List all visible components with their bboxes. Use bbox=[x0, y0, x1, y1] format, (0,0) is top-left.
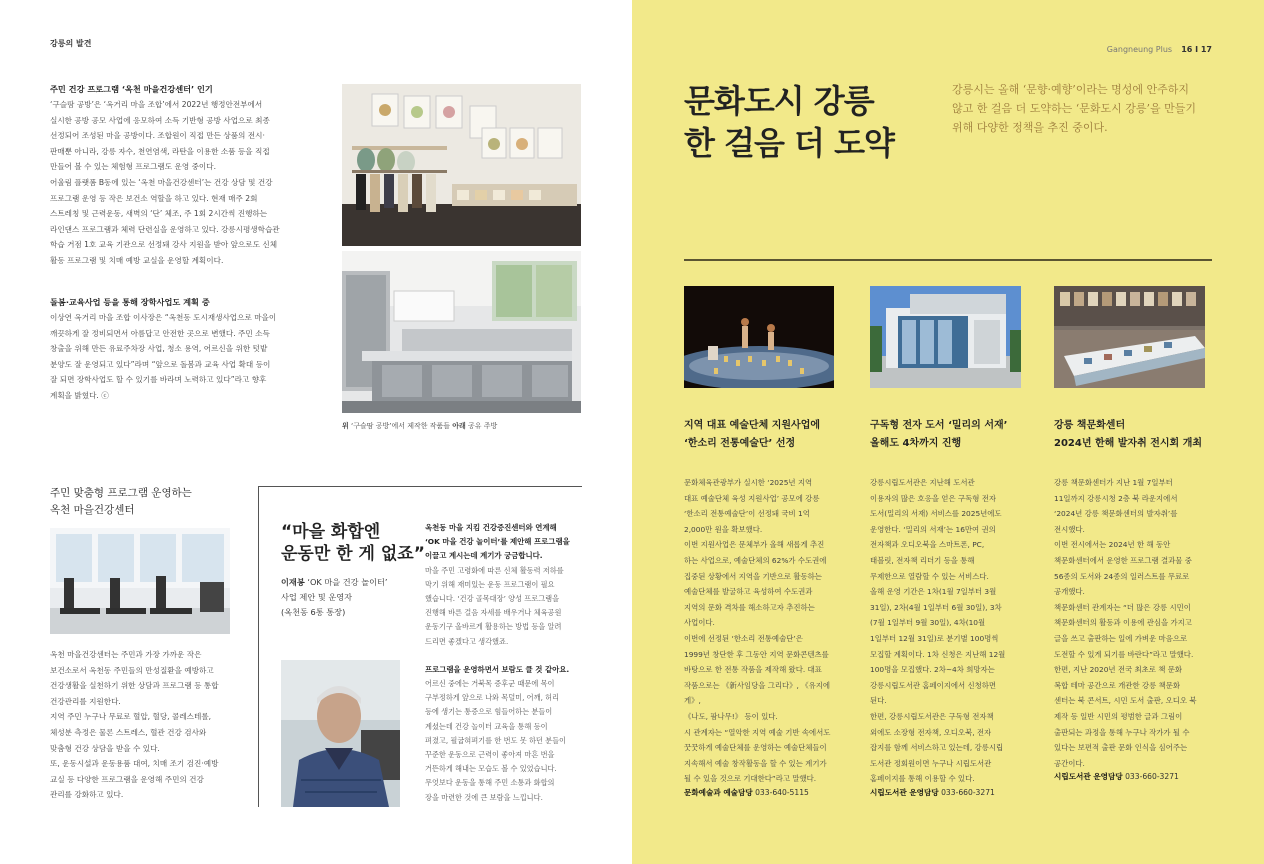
book-exhibition-photo bbox=[1054, 286, 1205, 388]
section-header: 강릉의 발견 bbox=[50, 39, 92, 48]
contact-dept: 시립도서관 운영담당 bbox=[1054, 772, 1123, 782]
brand-label: Gangneung Plus bbox=[1106, 45, 1173, 54]
column-body: 문화체육관광부가 실시한 ‘2025년 지역 대표 예술단체 육성 지원사업’ 공모에 강릉 ‘한소리 전통예술단’이 선정돼 국비 1억 2,000만 원을 확보했다. 이번 지원사업은 문체부가 올해 새롭게 추진 하는 사업으로, 예술단체의 62%가 수도권에 집중된 상황에서 지역을 기반으로 활동하는 예술단체를 발굴하고 육성하여 수도권과 지역의 문화 격차를 해소하고자 추진하는 사업이다. 이번에 선정된 ‘한소리 전통예술단’은 1999년 창단한 후 그동안 지역 문화콘텐츠를 바탕으로 한 전통 작품을 제작해 왔다. 대표 작품으로는 《新사임당을 그리다》, 《유지에게》, 《나도, 팜나무!》 등이 있다. 시 관계자는 “열악한 지역 예술 기반 속에서도 꿋꿋하게 예술단체를 운영하는 예술단체들이 지속해서 예술 창작활동을 할 수 있는 계기가 될 수 있을 것으로 기대한다”라고 말했다. bbox=[684, 478, 831, 784]
page-numbers: 16 I 17 bbox=[1181, 45, 1212, 54]
interviewee-role: ‘OK 마을 건강 놀이터’ 사업 제안 및 운영자 (옥천동 6통 통장) bbox=[281, 577, 388, 617]
column-contact bbox=[870, 787, 1030, 798]
contact-phone: 033-640-5115 bbox=[752, 787, 809, 797]
caption-top-label: 위 bbox=[342, 422, 349, 430]
news-column-1 bbox=[684, 417, 844, 798]
news-column-3 bbox=[1054, 417, 1219, 782]
column-title: 강릉 책문화센터 2024년 한해 발자취 전시회 개최 bbox=[1054, 420, 1203, 449]
workshop-crafts-photo bbox=[342, 84, 581, 246]
section-body: 이상연 옥거리 마을 조합 이사장은 “옥천동 도시재생사업으로 마을이 깨끗하게 잘 정비되면서 아름답고 안전한 곳으로 변했다. 주민 소득 창출을 위해 만든 유료주차장 사업, 청소 용역, 어르신을 위한 텃밭 분양도 잘 운영되고 있다”라며 “앞으로 돌봄과 교육 사업 확대 등이 잘 되면 장학사업도 할 수 있기를 바라며 노력하고 있다”라고 향후 계획을 밝혔다. ⓒ bbox=[50, 313, 277, 400]
interview-answer-1: 마을 주민 고령화에 따른 신체 활동력 저하를 막기 위해 재미있는 운동 프로그램이 필요 했습니다. ‘건강 골목대장’ 양성 프로그램을 진행해 바른 걸음 자세를 배우거나 체육공원 운동기구 올바르게 활용하는 방법 등을 알려 드리면 좋겠다고 생각했죠. bbox=[425, 565, 564, 646]
right-page bbox=[632, 0, 1264, 864]
gym-photo bbox=[50, 528, 230, 634]
interviewee-info bbox=[281, 575, 421, 620]
section-heading: 주민 건강 프로그램 ‘옥천 마을건강센터’ 인기 bbox=[50, 84, 213, 94]
interview-quote: “마을 화합엔 운동만 한 게 없죠” bbox=[281, 522, 425, 564]
section-heading: 돌봄·교육사업 등을 통해 장학사업도 계획 중 bbox=[50, 297, 210, 307]
contact-dept: 시립도서관 운영담당 bbox=[870, 787, 939, 797]
library-building-photo bbox=[870, 286, 1021, 388]
interview-question-1: 옥천동 마을 지킴 건강증진센터와 연계해 ‘OK 마을 건강 놀이터’를 제안해 프로그램을 이끌고 계시는데 계기가 궁금합니다. bbox=[425, 523, 570, 561]
interviewee-portrait-photo bbox=[281, 660, 400, 807]
article-section-2 bbox=[50, 295, 330, 404]
caption-bottom-text: 공유 주방 bbox=[465, 422, 498, 430]
interview-qa bbox=[425, 521, 575, 805]
feature-lead: 강릉시는 올해 ‘문향·예향’이라는 명성에 안주하지 않고 한 걸음 더 도약하는 ‘문화도시 강릉’을 만들기 위해 다양한 정책을 추진 중이다. bbox=[952, 83, 1196, 134]
column-contact bbox=[1054, 771, 1219, 782]
contact-phone: 033-660-3271 bbox=[1122, 772, 1179, 782]
column-contact bbox=[684, 787, 844, 798]
photo-caption bbox=[342, 421, 497, 431]
interview-answer-2: 어르신 중에는 거북목 증후군 때문에 목이 구부정하게 앞으로 나와 목덜미, 어깨, 허리 등에 생기는 통증으로 힘들어하는 분들이 계셨는데 건강 놀이터 교육을 통해 등이 펴졌고, 필굽혀펴기를 한 번도 못 하던 분들이 꾸준한 운동으로 근력이 좋아져 마흔 번을 거뜬하게 해내는 모습도 볼 수 있었습니다. 무엇보다 운동을 통해 주민 소통과 화합의 장을 마련한 것에 큰 보람을 느낍니다. bbox=[425, 679, 566, 802]
feature-title: 문화도시 강릉 한 걸음 더 도약 bbox=[684, 82, 894, 162]
news-column-2 bbox=[870, 417, 1030, 798]
column-body: 강릉시립도서관은 지난해 도서관 이용자의 많은 호응을 얻은 구독형 전자 도서(밀리의 서재) 서비스를 2025년에도 운영한다. ‘밀리의 서재’는 16만여 권의 전자책과 오디오북을 스마트폰, PC, 태블릿, 전자책 리더기 등을 통해 무제한으로 열람할 수 있는 서비스다. 올해 운영 기간은 1차(1월 7일부터 3월 31일), 2차(4월 1일부터 6월 30일), 3차 (7월 1일부터 9월 30일), 4차(10월 1일부터 12월 31일)로 분기별 100명씩 모집할 계획이다. 1차 신청은 지난해 12월 100명을 모집했다. 2차~4차 희망자는 강릉시립도서관 홈페이지에서 신청하면 된다. 한편, 강릉시립도서관은 구독형 전자책 외에도 소장형 전자책, 오디오북, 전자 잡지를 함께 서비스하고 있는데, 강릉시립 도서관 정회원이면 누구나 시립도서관 홈페이지를 통해 이용할 수 있다. bbox=[870, 478, 1006, 784]
performance-photo bbox=[684, 286, 834, 388]
page-header bbox=[1107, 37, 1212, 56]
health-center-body: 옥천 마을건강센터는 주민과 가장 가까운 작은 보건소로서 옥천동 주민들의 만성질환을 예방하고 건강생활을 실천하기 위한 상담과 프로그램 등 통합 건강관리를 지원한다. 지역 주민 누구나 무료로 혈압, 혈당, 콜레스테롤, 체성분 측정은 물론 스트레스, 혈관 건강 검사와 맞춤형 건강 상담을 받을 수 있다. 또, 운동시설과 운동용품 대여, 치매 조기 검진·예방 교실 등 다양한 프로그램을 운영해 주민의 건강 관리를 강화하고 있다. bbox=[50, 650, 219, 800]
divider-line bbox=[684, 259, 1212, 261]
shared-kitchen-photo bbox=[342, 251, 581, 413]
caption-top-text: ‘구슬땀 공방’에서 제작한 작품들 bbox=[348, 422, 453, 430]
section-body: ‘구슬땀 공방’은 ‘옥거리 마을 조합’에서 2022년 행정안전부에서 실시한 공방 공모 사업에 응모하여 소득 기반형 공방 사업으로 최종 선정되어 조성된 마을 공방이다. 조합원이 직접 만든 상품의 전시· 판매뿐 아니라, 강릉 자수, 천연염색, 라탄을 이용한 소품 등을 직접 만들어 볼 수 있는 체험형 프로그램도 운영 중이다. 어울림 플랫폼 B동에 있는 ‘옥천 마을건강센터’는 건강 상담 및 건강 프로그램 운영 등 작은 보건소 역할을 하고 있다. 현재 매주 2회 스트레칭 및 근력운동, 새벽의 ‘단’ 체조, 주 1회 2시간씩 진행하는 라인댄스 프로그램과 체력 단련실을 운영하고 있다. 강릉시평생학습관 학습 거점 1호 교육 기관으로 선정돼 강사 지원을 받아 앞으로도 신체 활동 프로그램 및 치매 예방 교실을 운영할 계획이다. bbox=[50, 100, 280, 265]
caption-bottom-label: 아래 bbox=[452, 422, 466, 430]
interviewee-name: 이재봉 bbox=[281, 577, 305, 587]
contact-phone: 033-660-3271 bbox=[938, 787, 995, 797]
interview-question-2: 프로그램을 운영하면서 보람도 클 것 같아요. bbox=[425, 664, 570, 674]
article-section-1 bbox=[50, 82, 330, 269]
column-title: 지역 대표 예술단체 지원사업에 ‘한소리 전통예술단’ 선정 bbox=[684, 420, 821, 449]
contact-dept: 문화예술과 예술담당 bbox=[684, 787, 753, 797]
column-title: 구독형 전자 도서 ‘밀리의 서재’ 올해도 4차까지 진행 bbox=[870, 420, 1008, 449]
health-center-heading: 주민 맞춤형 프로그램 운영하는 옥천 마을건강센터 bbox=[50, 487, 192, 516]
column-body: 강릉 책문화센터가 지난 1월 7일부터 11일까지 강릉시청 2층 북 라운지에서 ‘2024년 강릉 책문화센터의 발자취’를 전시했다. 이번 전시에서는 2024년 한 해 동안 책문화센터에서 운영한 프로그램 결과물 중 56종의 도서와 24종의 일러스트를 무료로 공개했다. 책문화센터 관계자는 “더 많은 강릉 시민이 책문화센터의 활동과 이용에 관심을 가지고 글을 쓰고 출판하는 일에 가벼운 마음으로 도전할 수 있게 되기를 바란다”라고 말했다. 한편, 지난 2020년 전국 최초로 책 문화 복합 테마 공간으로 개관한 강릉 책문화 센터는 북 콘서트, 시민 도서 출판, 오디오 북 제작 등 일반 시민의 평범한 글과 그림이 출판되는 과정을 통해 누구나 작가가 될 수 있다는 보편적 출판 문화 인식을 심어주는 공간이다. bbox=[1054, 478, 1197, 768]
